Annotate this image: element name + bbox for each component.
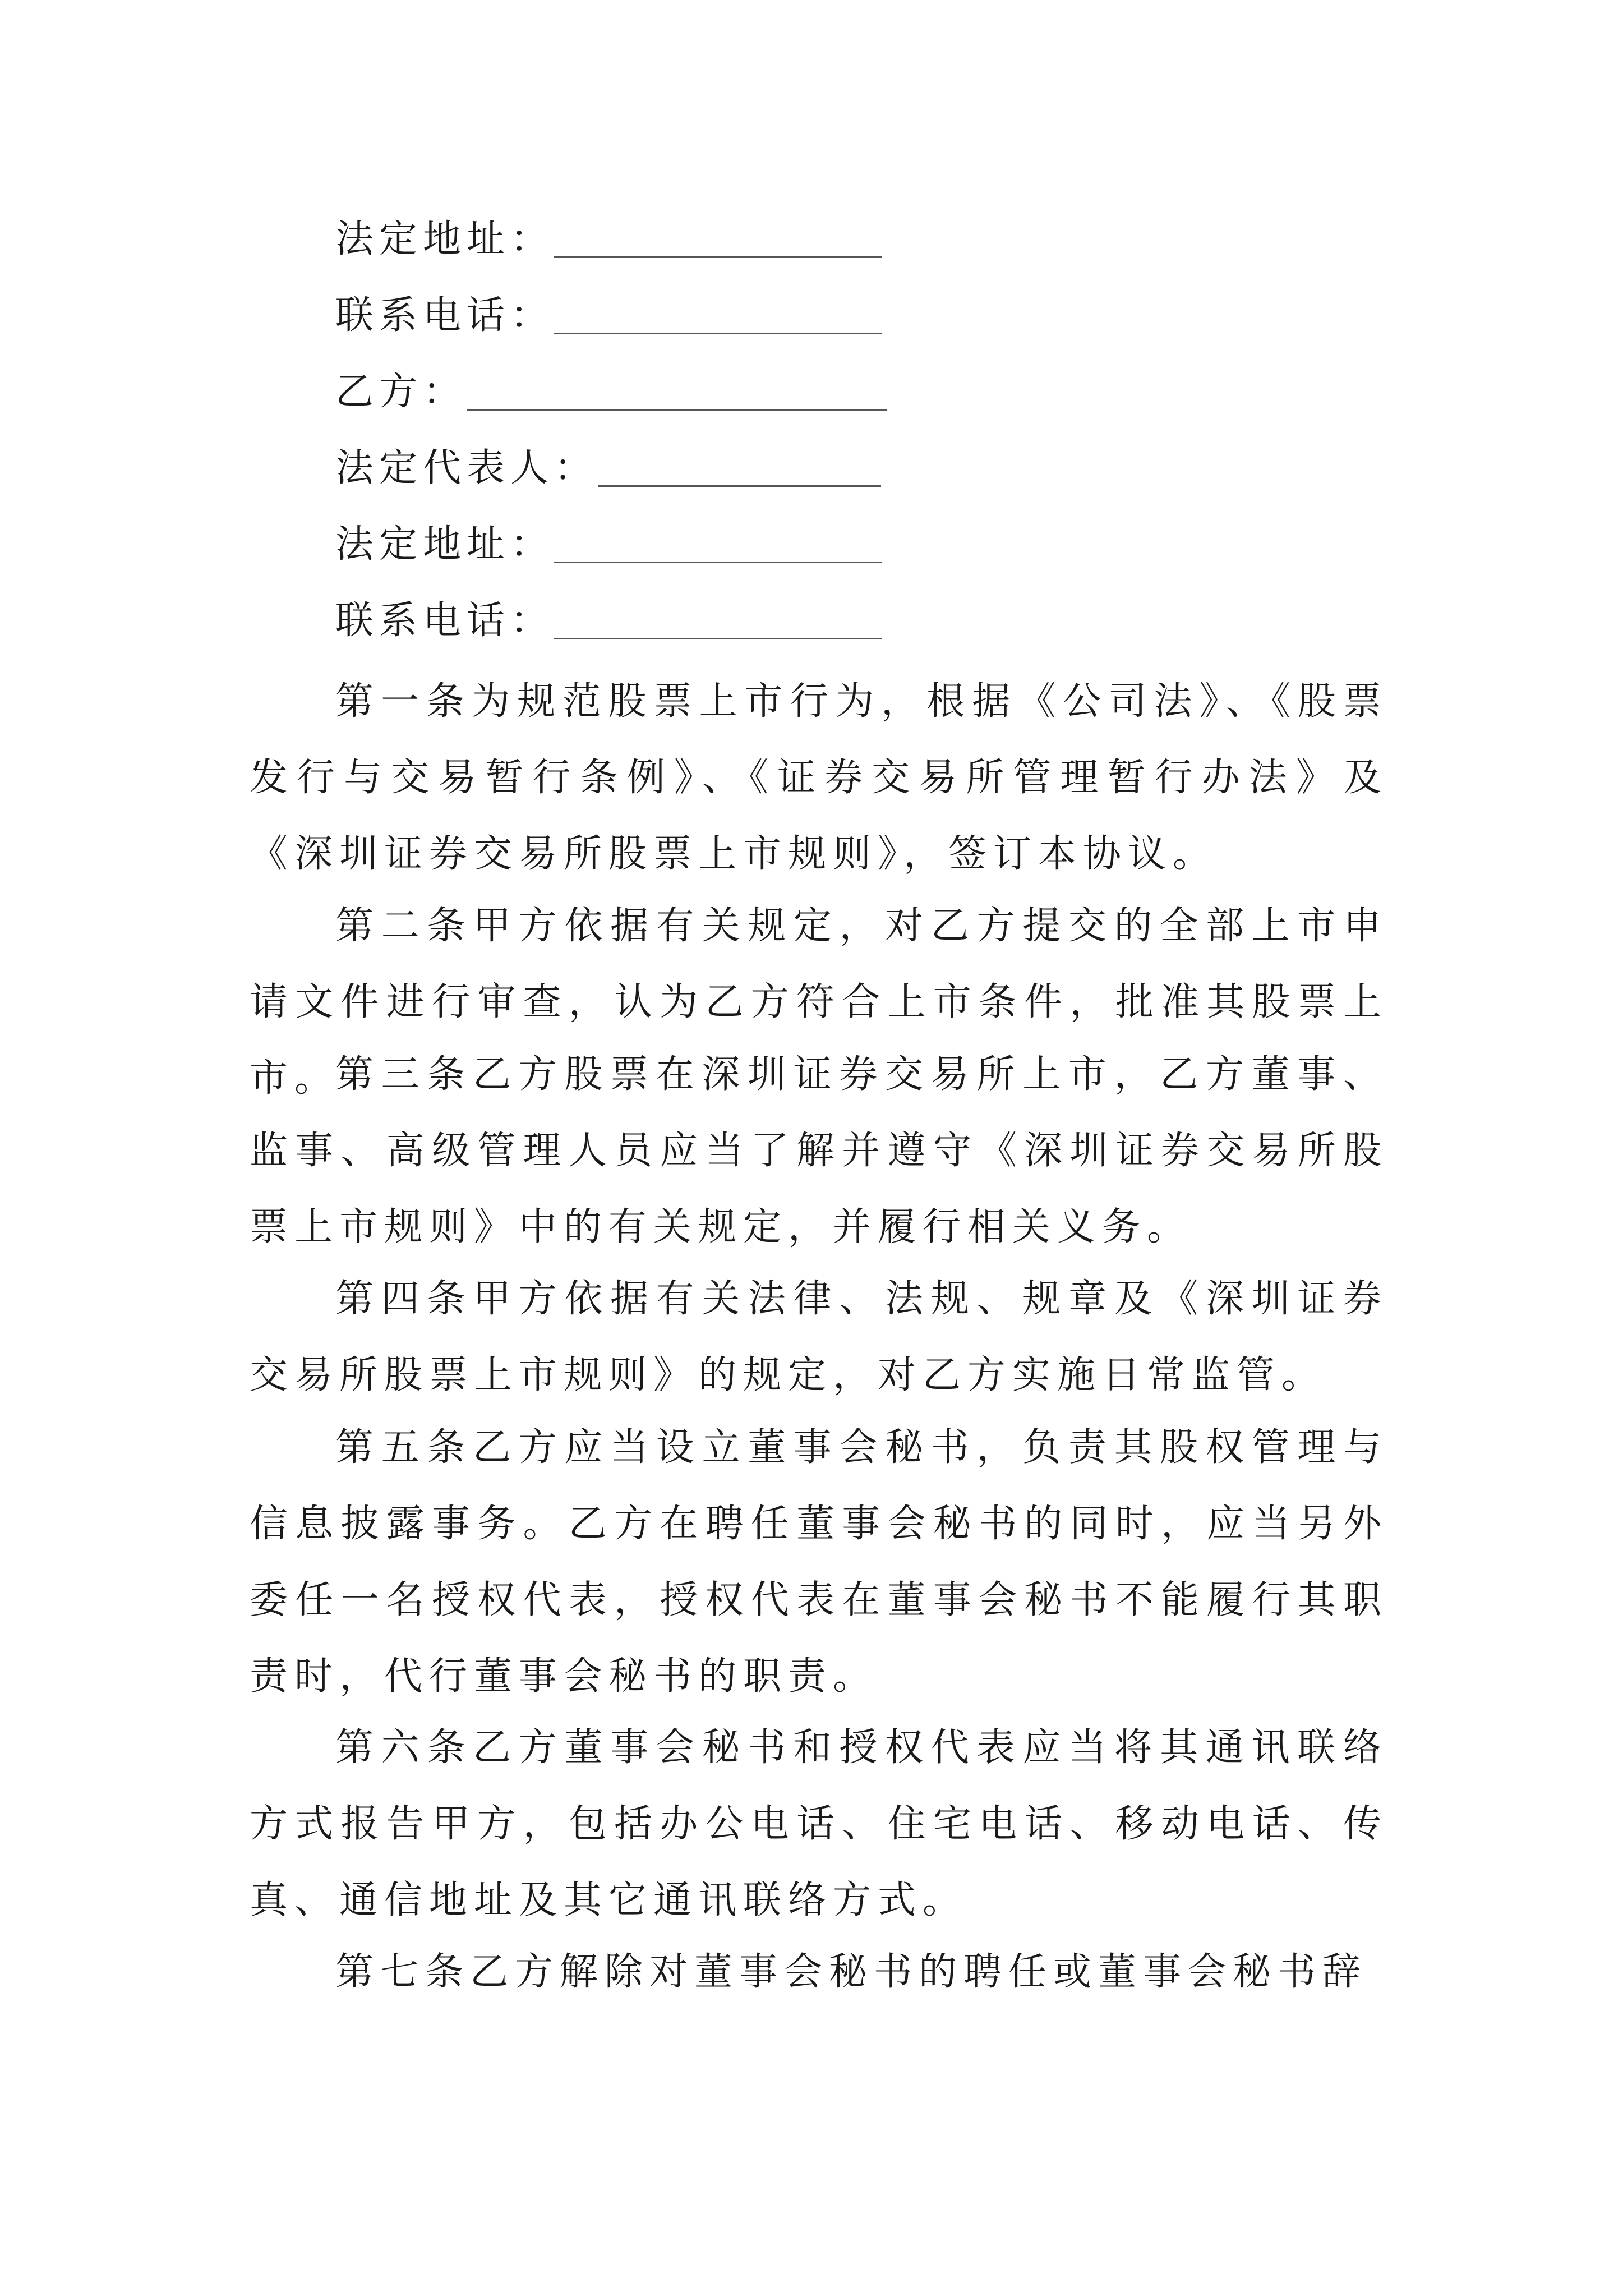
party-b-address-label: 法定地址： [335,522,555,567]
article-2: 第二条甲方依据有关规定，对乙方提交的全部上市申请文件进行审查，认为乙方符合上市条件，批准其股票上市。 [250,904,1388,1101]
party-b-name-field [335,367,887,417]
party-b-phone-blank[interactable] [554,638,882,639]
article-3: 第三条乙方股票在深圳证券交易所上市，乙方董事、监事、高级管理人员应当了解并遵守《深圳证券交易所股票上市规则》中的有关规定，并履行相关义务。 [250,1052,1388,1249]
article-5: 第五条乙方应当设立董事会秘书，负责其股权管理与信息披露事务。乙方在聘任董事会秘书的同时，应当另外委任一名授权代表，授权代表在董事会秘书不能履行其职责时，代行董事会秘书的职责。 [250,1425,1388,1699]
article-4: 第四条甲方依据有关法律、法规、规章及《深圳证券交易所股票上市规则》的规定，对乙方实施日常监管。 [250,1277,1388,1397]
article-7: 第七条乙方解除对董事会秘书的聘任或董事会秘书辞 [335,1950,1368,1994]
party-b-address-blank[interactable] [554,562,882,563]
party-b-rep-blank[interactable] [598,485,881,487]
party-a-phone-label: 联系电话： [335,293,555,338]
party-b-rep-field [335,443,881,494]
party-b-address-field [335,519,882,570]
party-a-address-label: 法定地址： [335,217,555,261]
party-b-phone-label: 联系电话： [335,599,555,643]
article-6: 第六条乙方董事会秘书和授权代表应当将其通讯联络方式报告甲方，包括办公电话、住宅电话、移动电话、传真、通信地址及其它通讯联络方式。 [250,1726,1388,1922]
party-b-label: 乙方： [335,370,467,414]
party-a-address-blank[interactable] [554,256,882,258]
party-b-name-blank[interactable] [467,409,887,411]
party-a-phone-blank[interactable] [554,333,882,334]
party-b-rep-label: 法定代表人： [335,446,598,490]
party-b-phone-field [335,596,882,646]
article-1: 第一条为规范股票上市行为，根据《公司法》、《股票发行与交易暂行条例》、《证券交易所管理暂行办法》及《深圳证券交易所股票上市规则》，签订本协议。 [250,679,1388,876]
party-a-phone-field [335,291,882,341]
party-a-address-field [335,214,882,265]
